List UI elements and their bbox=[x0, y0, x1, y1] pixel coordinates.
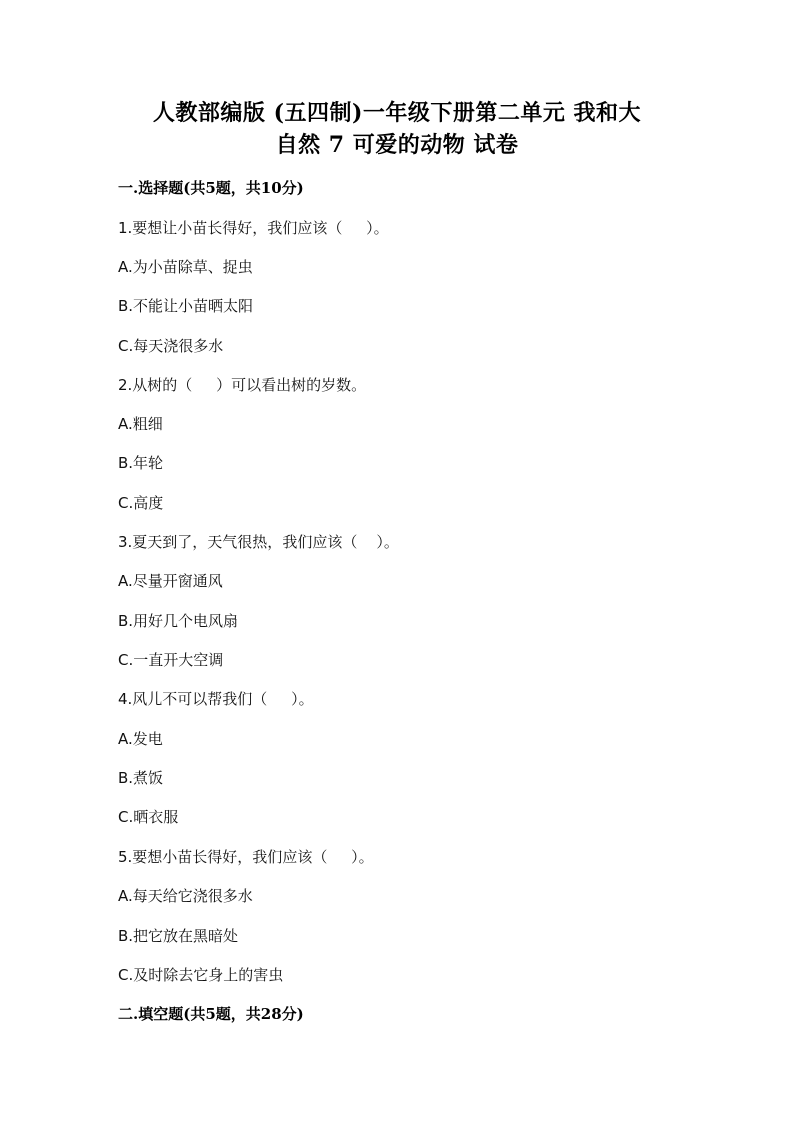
question-4-option-c: C.晒衣服 bbox=[118, 808, 179, 826]
question-5-stem: 5.要想小苗长得好，我们应该（ ）。 bbox=[118, 848, 374, 866]
question-1-option-b: B.不能让小苗晒太阳 bbox=[118, 297, 254, 315]
question-5-option-a: A.每天给它浇很多水 bbox=[118, 887, 253, 905]
question-4-option-a: A.发电 bbox=[118, 730, 163, 748]
question-4-option-b: B.煮饭 bbox=[118, 769, 164, 787]
document-title-line-1: 人教部编版 (五四制)一年级下册第二单元 我和大 bbox=[152, 100, 642, 126]
question-3-option-c: C.一直开大空调 bbox=[118, 651, 224, 669]
question-2-option-a: A.粗细 bbox=[118, 415, 163, 433]
question-3-stem: 3.夏天到了，天气很热，我们应该（ ）。 bbox=[118, 533, 399, 551]
question-1-stem: 1.要想让小苗长得好，我们应该（ ）。 bbox=[118, 219, 389, 237]
section-heading-fill-in: 二.填空题(共5题，共28分) bbox=[118, 1005, 304, 1023]
document-title-line-2: 自然 7 可爱的动物 试卷 bbox=[275, 132, 519, 158]
question-2-option-c: C.高度 bbox=[118, 494, 164, 512]
question-1-option-c: C.每天浇很多水 bbox=[118, 337, 224, 355]
question-3-option-a: A.尽量开窗通风 bbox=[118, 572, 223, 590]
question-5-option-b: B.把它放在黑暗处 bbox=[118, 927, 239, 945]
question-2-stem: 2.从树的（ ）可以看出树的岁数。 bbox=[118, 376, 367, 394]
section-heading-choice: 一.选择题(共5题，共10分) bbox=[118, 179, 304, 197]
question-1-option-a: A.为小苗除草、捉虫 bbox=[118, 258, 253, 276]
question-4-stem: 4.风儿不可以帮我们（ ）。 bbox=[118, 690, 314, 708]
question-5-option-c: C.及时除去它身上的害虫 bbox=[118, 966, 284, 984]
question-2-option-b: B.年轮 bbox=[118, 454, 164, 472]
question-3-option-b: B.用好几个电风扇 bbox=[118, 612, 239, 630]
